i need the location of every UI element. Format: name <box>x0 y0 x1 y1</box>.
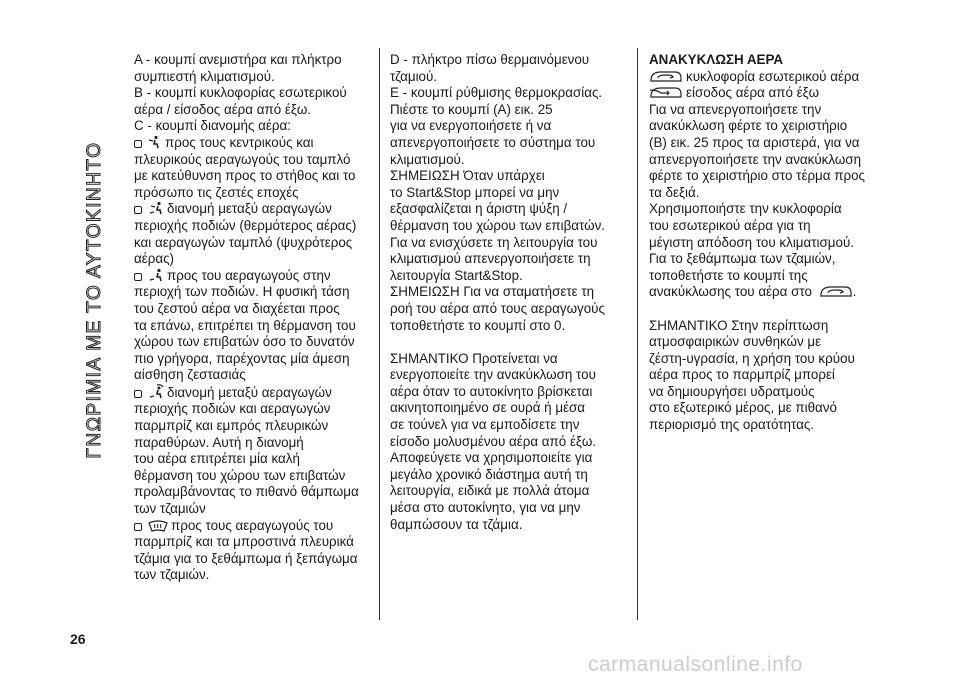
text-line: να δημιουργήσει υδρατμούς <box>649 383 815 399</box>
recirculation-icon <box>819 284 853 298</box>
text-line: απενεργοποιήσετε το σύστημα του <box>390 134 596 150</box>
bullet-item: προς του αεραγωγούς στην <box>134 268 370 285</box>
text-line: θέρμανση του χώρου των επιβατών. <box>390 217 606 233</box>
vent-face-feet-icon <box>148 201 164 215</box>
recirculation-icon <box>649 69 683 83</box>
text-line: στο εξωτερικό μέρος, με πιθανό <box>649 400 837 416</box>
fresh-air-icon <box>649 85 683 99</box>
text-line: (B) εικ. 25 προς τα αριστερά, για να <box>649 134 860 150</box>
text-line: Αποφεύγετε να χρησιμοποιείτε για <box>390 450 593 466</box>
text-line: αέρα όταν το αυτοκίνητο βρίσκεται <box>390 383 593 399</box>
column-2 <box>390 52 622 533</box>
text-line: C - κουμπί διανομής αέρα: <box>134 118 291 134</box>
text-line: ροή του αέρα από τους αεραγωγούς <box>390 300 605 316</box>
text-line: D - πλήκτρο πίσω θερμαινόμενου <box>390 52 590 67</box>
legend-item: κυκλοφορία εσωτερικού αέρα <box>649 69 881 86</box>
legend-item: είσοδος αέρα από έξω <box>649 85 881 102</box>
text-line: προλαμβάνοντας το πιθανό θάμπωμα <box>134 484 359 500</box>
text-line: τοποθετήστε το κουμπί της <box>649 267 808 283</box>
text-line: τζάμια για το ξεθάμπωμα ή ξεπάγωμα <box>134 550 358 566</box>
text-line: τα δεξιά. <box>649 184 700 200</box>
text-line: ανακύκλωσης του αέρα στο . <box>649 284 857 300</box>
text-line: το Start&Stop μπορεί να μην <box>390 184 560 200</box>
text-line: παρμπρίζ και εμπρός πλευρικών <box>134 418 329 434</box>
text-line: λειτουργία Start&Stop. <box>390 267 523 283</box>
text-line: πρόσωπο τις ζεστές εποχές <box>134 184 299 200</box>
text-line: και αεραγωγών ταμπλό (ψυχρότερος <box>134 234 353 250</box>
text-line: των τζαμιών <box>134 501 206 517</box>
bullet-square <box>134 140 142 148</box>
bullet-square <box>134 273 142 281</box>
text-line: Για να ενισχύσετε τη λειτουργία του <box>390 234 598 250</box>
text-line: Χρησιμοποιήστε την κυκλοφορία <box>649 201 842 217</box>
text-line: απενεργοποιήσετε την ανακύκλωση <box>649 151 862 167</box>
text-line: E - κουμπί ρύθμισης θερμοκρασίας. <box>390 85 603 101</box>
text-line: του ζεστού αέρα να διαχέεται προς <box>134 300 340 316</box>
text-line: κλιματισμού. <box>390 151 465 167</box>
bullet-item: διανομή μεταξύ αεραγωγών <box>134 201 370 218</box>
text-line: εξασφαλίζεται η άριστη ψύξη / <box>390 201 568 217</box>
text-line: ΣΗΜΑΝΤΙΚΟ Προτείνεται να <box>390 350 558 366</box>
bullet-square <box>134 390 142 398</box>
text-line: Πιέστε το κουμπί (A) εικ. 25 <box>390 101 553 117</box>
bullet-item: προς τους κεντρικούς και <box>134 135 370 152</box>
vent-face-icon <box>148 135 162 149</box>
text-line: του αέρα επιτρέπει μία καλή <box>134 451 300 467</box>
column-divider <box>637 48 638 620</box>
text-line: θέρμανση του χώρου των επιβατών <box>134 467 346 483</box>
text-line: Για το ξεθάμπωμα των τζαμιών, <box>649 251 836 267</box>
watermark: carmanualsonline.info <box>588 653 803 676</box>
text-line: ΣΗΜΕΙΩΣΗ Για να σταματήσετε τη <box>390 284 595 300</box>
text-line: ενεργοποιείτε την ανακύκλωση του <box>390 367 596 383</box>
text-line: τοποθετήστε το κουμπί στο 0. <box>390 317 566 333</box>
text-line: για να ενεργοποιήσετε ή να <box>390 118 552 134</box>
text-line: περιοχής ποδιών (θερμότερος αέρας) <box>134 217 357 233</box>
bullet-square <box>134 523 142 531</box>
text-line: αέρα / είσοδος αέρα από έξω. <box>134 101 312 117</box>
column-3 <box>649 52 881 434</box>
text-line: κλιματισμού απενεργοποιήσετε τη <box>390 251 591 267</box>
text-line: μεγάλο χρονικό διάστημα αυτή τη <box>390 466 588 482</box>
section-sidebar <box>80 20 110 580</box>
text-line: ΣΗΜΕΙΩΣΗ Όταν υπάρχει <box>390 168 545 184</box>
text-line: Α - κουμπί ανεμιστήρα και πλήκτρο <box>134 52 342 67</box>
text-line: ατμοσφαιρικών συνθηκών με <box>649 334 822 350</box>
section-title: ΓΝΩΡΙΜΙΑ ΜΕ ΤΟ ΑΥΤΟΚΙΝΗΤΟ <box>84 141 105 459</box>
text-line: μέγιστη απόδοση του κλιματισμού. <box>649 234 854 250</box>
text-line: πλευρικούς αεραγωγούς του ταμπλό <box>134 151 351 167</box>
text-line: αίσθηση ζεστασιάς <box>134 367 246 383</box>
text-line: ακινητοποιημένο σε ουρά ή μέσα <box>390 400 586 416</box>
text-line: πιο γρήγορα, παρέχοντας μία άμεση <box>134 350 350 366</box>
text-line: φέρτε το χειριστήριο στο τέρμα προς <box>649 168 865 184</box>
text-line: ανακύκλωση φέρτε το χειριστήριο <box>649 118 848 134</box>
text-line: συμπιεστή κλιματισμού. <box>134 68 275 84</box>
text-line: μέσα στο αυτοκίνητο, για να μην <box>390 500 581 516</box>
text-line: Β - κουμπί κυκλοφορίας εσωτερικού <box>134 85 347 101</box>
text-line: παρμπρίζ και τα μπροστινά πλευρικά <box>134 534 354 550</box>
text-line: ζέστη-υγρασία, η χρήση του κρύου <box>649 350 855 366</box>
bullet-item: διανομή μεταξύ αεραγωγών <box>134 384 370 402</box>
text-line: λειτουργία, ειδικά με πολλά άτομα <box>390 483 590 499</box>
text-line: τζαμιού. <box>390 68 438 84</box>
text-line: σε τούνελ για να εμποδίσετε την <box>390 417 580 433</box>
text-line: παραθύρων. Αυτή η διανομή <box>134 434 304 450</box>
paragraph-gap <box>649 301 881 318</box>
text-line: περιορισμό της ορατότητας. <box>649 417 815 433</box>
text-line: του εσωτερικού αέρα για τη <box>649 217 811 233</box>
text-line: Για να απενεργοποιήσετε την <box>649 101 822 117</box>
column-1 <box>134 52 370 584</box>
defrost-windshield-icon <box>148 520 168 532</box>
bullet-square <box>134 206 142 214</box>
paragraph-gap <box>390 334 622 351</box>
text-line: των τζαμιών. <box>134 567 210 583</box>
bullet-item: προς τους αεραγωγούς του <box>134 518 370 535</box>
text-line: θαμπώσουν τα τζάμια. <box>390 516 523 532</box>
text-line: τα επάνω, επιτρέπει τη θέρμανση του <box>134 317 356 333</box>
text-line: με κατεύθυνση προς το στήθος και το <box>134 168 356 184</box>
text-line: αέρας) <box>134 251 174 267</box>
column-divider <box>379 48 380 620</box>
vent-feet-icon <box>148 268 164 282</box>
text-line: χώρου των επιβατών όσο το δυνατόν <box>134 334 355 350</box>
text-line: είσοδο μολυσμένου αέρα από έξω. <box>390 433 597 449</box>
text-line: περιοχής ποδιών και αεραγωγών <box>134 401 331 417</box>
text-line: ΣΗΜΑΝΤΙΚΟ Στην περίπτωση <box>649 317 829 333</box>
text-line: περιοχή των ποδιών. Η φυσική τάση <box>134 284 350 300</box>
section-heading: ΑΝΑΚΥΚΛΩΣΗ ΑΕΡΑ <box>649 52 784 67</box>
text-line: αέρα προς το παρμπρίζ μπορεί <box>649 367 835 383</box>
page-number: 26 <box>70 631 86 647</box>
vent-feet-windshield-icon <box>148 384 164 399</box>
